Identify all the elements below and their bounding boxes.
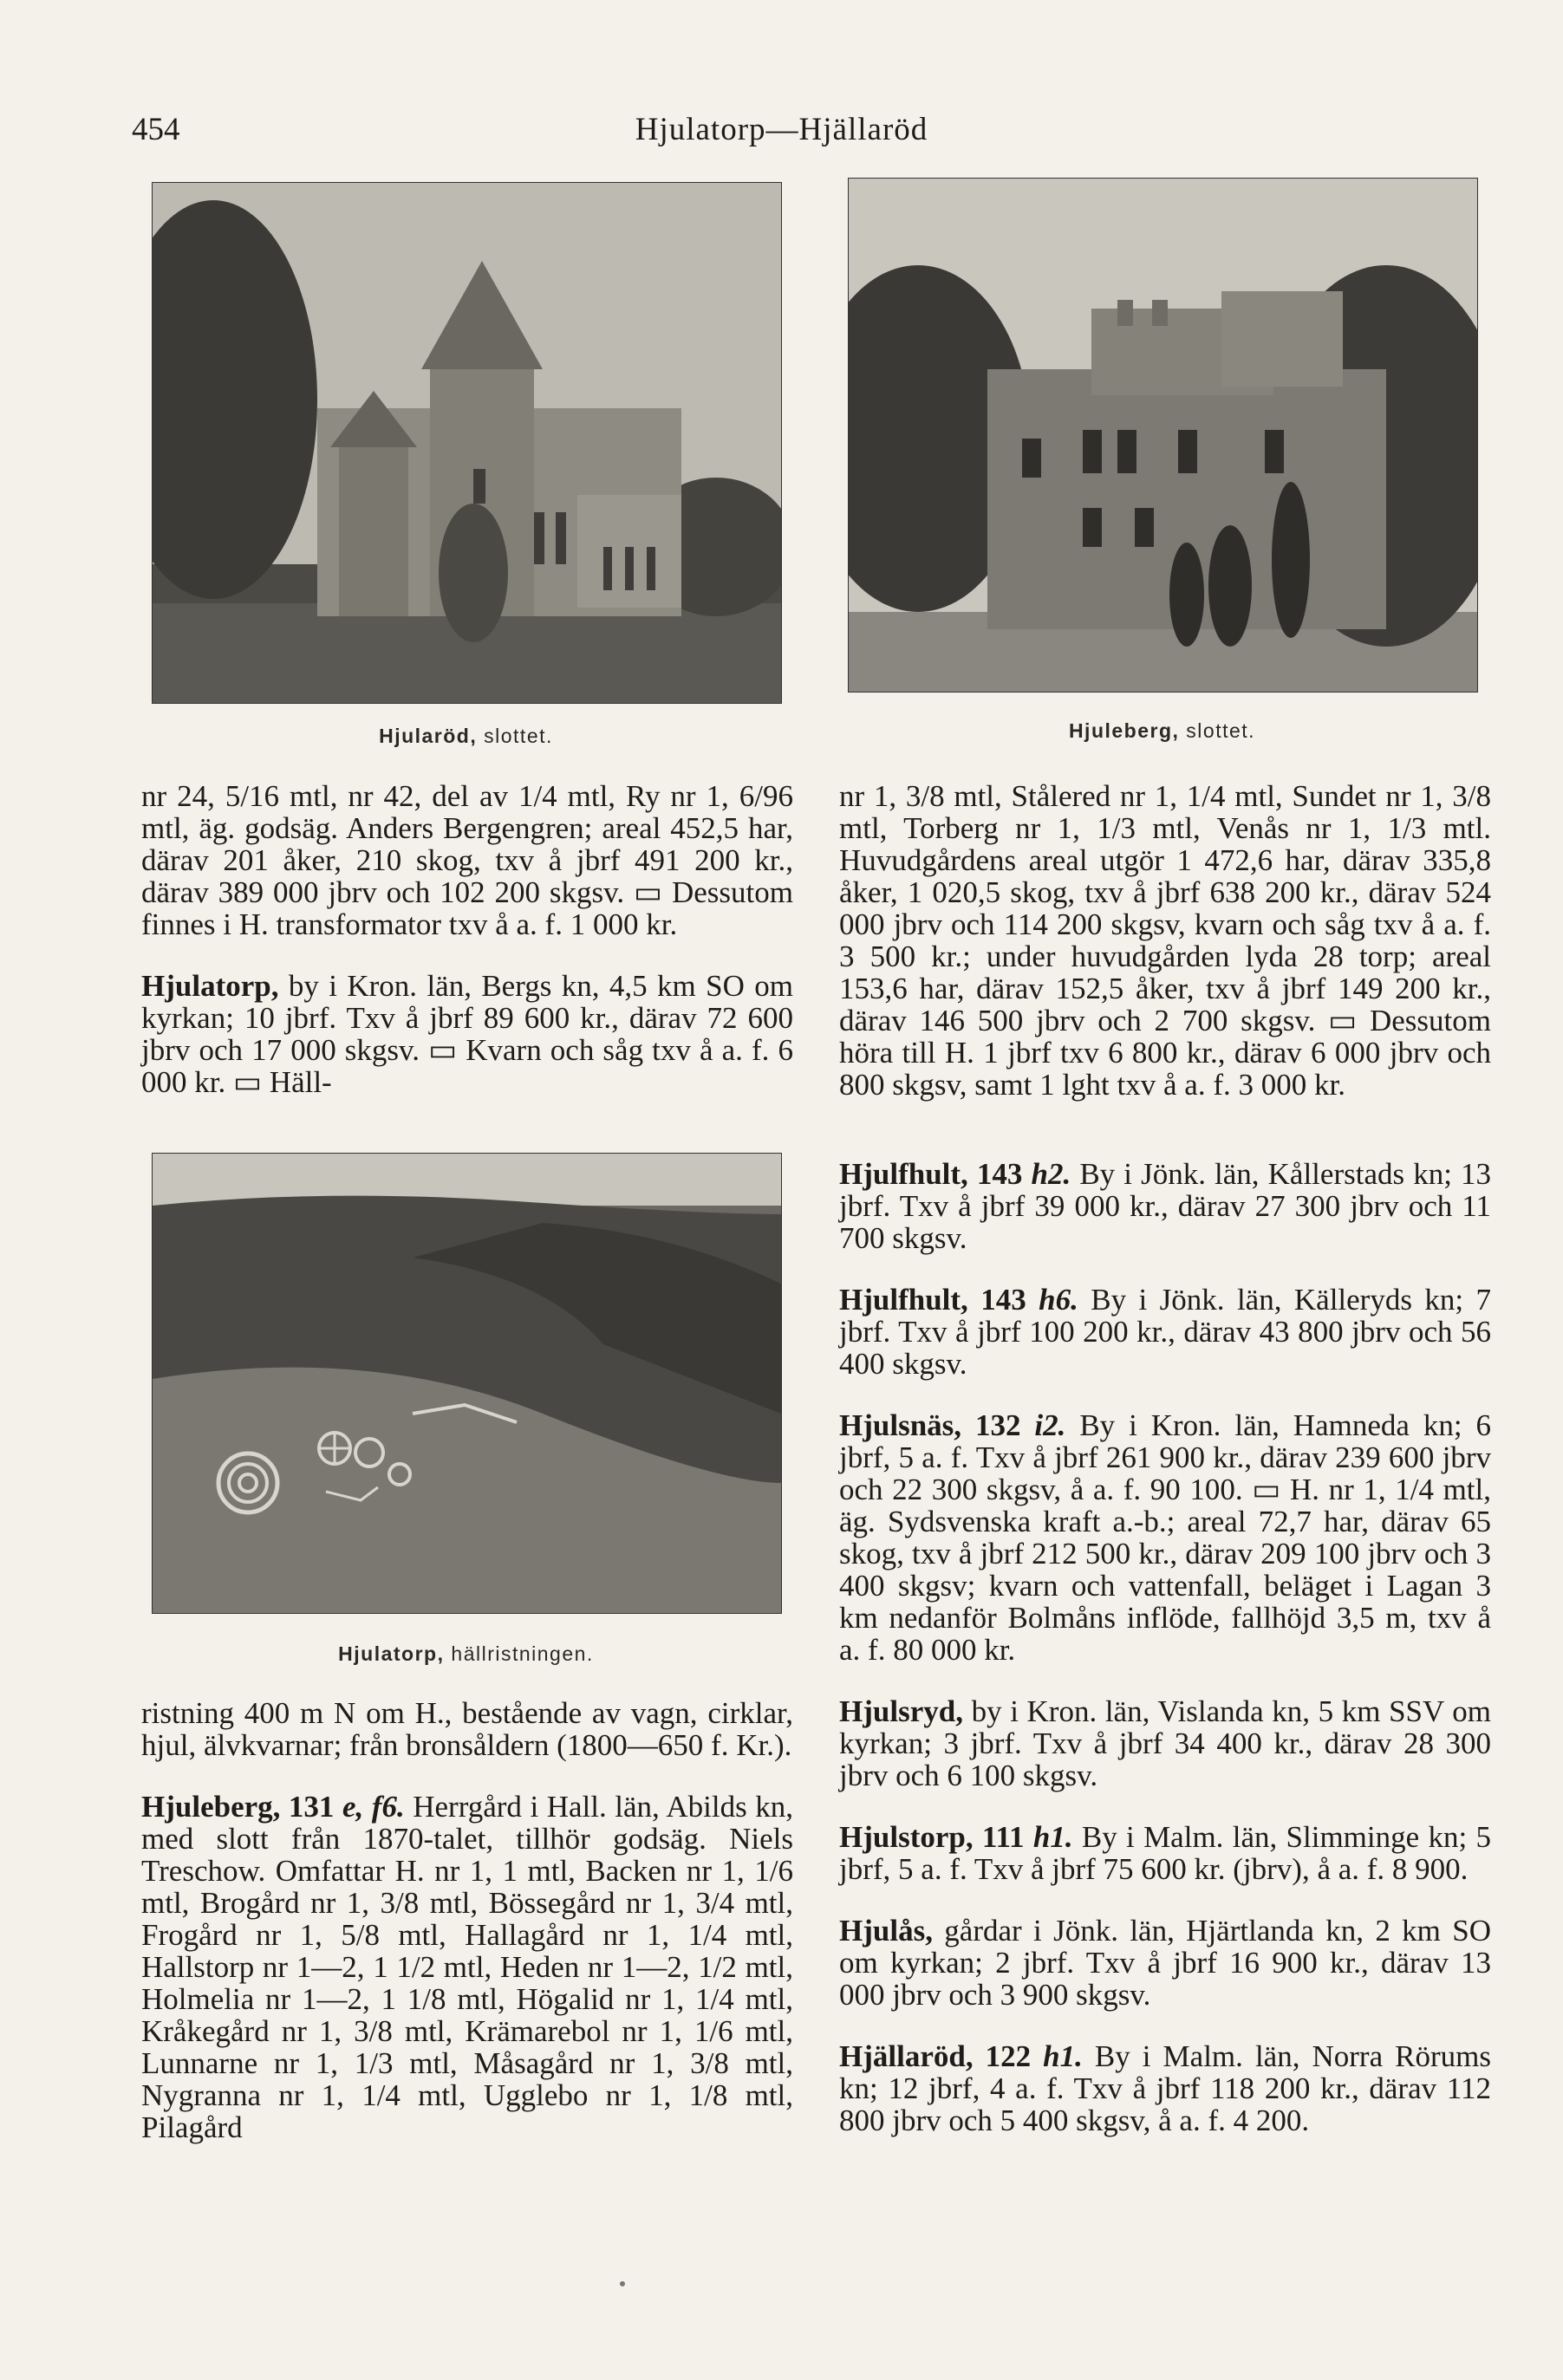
entry-headword: Hjällaröd,	[839, 2039, 974, 2073]
hjulatorp-caption-bold: Hjulatorp,	[338, 1642, 445, 1665]
entry-hjallarod	[839, 2040, 1491, 2136]
entry-map-number: 131	[280, 1790, 342, 1824]
entry-hjulsnas	[839, 1409, 1491, 1666]
entry-hjulfhult-1	[839, 1158, 1491, 1254]
entry-hjulstorp	[839, 1821, 1491, 1885]
hjulatorp-photo	[152, 1153, 782, 1614]
left-column-upper	[141, 780, 793, 1098]
hjularod-photo	[152, 182, 782, 704]
entry-map-ref: i2.	[1034, 1408, 1066, 1442]
entry-headword: Hjulfhult,	[839, 1157, 968, 1191]
hjuleberg-photo	[848, 178, 1478, 693]
entry-text: By i Jönk. län, Kållerstads kn; 13 jbrf. Txv å jbrf 39 000 kr., därav 27 300 jbrv och 11 700 skgsv.	[839, 1157, 1492, 1255]
entry-map-number: 143	[967, 1157, 1032, 1191]
entry-headword: Hjulatorp,	[141, 969, 279, 1003]
entry-hjuleberg	[141, 1791, 793, 2143]
entry-map-ref: h6.	[1039, 1283, 1078, 1317]
hjuleberg-caption-rest: slottet.	[1179, 719, 1256, 742]
entry-text: By i Malm. län, Slimminge kn; 5 jbrf, 5 a. f. Txv å jbrf 75 600 kr. (jbrv), å a. f. 8 900.	[839, 1820, 1491, 1886]
hjuleberg-caption-bold: Hjuleberg,	[1068, 719, 1180, 742]
hjulatorp-caption-rest: hällristningen.	[444, 1642, 594, 1665]
entry-map-number: 132	[961, 1408, 1035, 1442]
entry-hjulfhult-2	[839, 1284, 1491, 1380]
hjulatorp-caption	[152, 1642, 780, 1666]
hjuleberg-caption	[848, 719, 1476, 743]
left-para-continuation: nr 24, 5/16 mtl, nr 42, del av 1/4 mtl, Ry nr 1, 6/96 mtl, äg. godsäg. Anders Bergengren; areal 452,5 har, därav 201 åker, 210 skog, txv å jbrf 491 200 kr., därav 389 000 jbrv och 102 200 skgsv. ▭ Dessutom finnes i H. transformator txv å a. f. 1 000 kr.	[141, 779, 793, 941]
entry-text: By i Jönk. län, Källeryds kn; 7 jbrf. Txv å jbrf 100 200 kr., därav 43 800 jbrv och 56 400 skgsv.	[839, 1283, 1492, 1381]
entry-map-ref: h2.	[1031, 1157, 1071, 1191]
hjularod-caption-rest: slottet.	[477, 725, 553, 747]
right-para-continuation: nr 1, 3/8 mtl, Stålered nr 1, 1/4 mtl, Sundet nr 1, 3/8 mtl, Torberg nr 1, 1/3 mtl, Venås nr 1, 1/3 mtl. Huvudgårdens areal utgör 1 472,6 har, därav 335,8 åker, 1 020,5 skog, txv å jbrf 638 200 kr., därav 524 000 jbrv och 114 200 skgsv, kvarn och såg txv å a. f. 3 500 kr.; under huvudgården lyda 28 torp; areal 153,6 har, därav 152,5 åker, txv å jbrf 149 200 kr., därav 146 500 jbrv och 2 700 skgsv. ▭ Dessutom höra till H. 1 jbrf txv 6 800 kr., därav 6 000 jbrv och 800 skgsv, samt 1 lght txv å a. f. 3 000 kr.	[839, 779, 1491, 1102]
page-speck	[620, 2281, 625, 2286]
hjularod-caption	[152, 725, 780, 748]
entry-headword: Hjulstorp,	[839, 1820, 974, 1854]
left-para-hallristning: ristning 400 m N om H., bestående av vagn, cirklar, hjul, älvkvarnar; från bronsåldern (1800—650 f. Kr.).	[141, 1696, 793, 1762]
entry-text: By i Kron. län, Hamneda kn; 6 jbrf, 5 a. f. Txv å jbrf 261 900 kr., därav 239 600 jbrv och 22 300 skgsv, å a. f. 90 100. ▭ H. nr 1, 1/4 mtl, äg. Sydsvenska kraft a.-b.; areal 72,7 har, därav 65 skog, txv å jbrf 212 500 kr., därav 209 100 jbrv och 3 400 skgsv; kvarn och vattenfall, beläget i Lagan 3 km nedanför Bolmåns inflöde, fallhöjd 3,5 m, txv å a. f. 80 000 kr.	[839, 1408, 1492, 1667]
entry-map-number: 143	[967, 1283, 1039, 1317]
entry-map-number: 111	[973, 1820, 1033, 1854]
entry-text: gårdar i Jönk. län, Hjärtlanda kn, 2 km SO om kyrkan; 2 jbrf. Txv å jbrf 16 900 kr., därav 13 000 jbrv och 3 900 skgsv.	[839, 1914, 1491, 2012]
entry-map-number: 122	[973, 2039, 1044, 2073]
entry-headword: Hjuleberg,	[141, 1790, 281, 1824]
entry-text: by i Kron. län, Bergs kn, 4,5 km SO om kyrkan; 10 jbrf. Txv å jbrf 89 600 kr., därav 72 600 jbrv och 17 000 skgsv. ▭ Kvarn och såg txv å a. f. 6 000 kr. ▭ Häll-	[141, 969, 793, 1099]
entry-map-ref: h1.	[1032, 1820, 1073, 1854]
entry-text: By i Malm. län, Norra Rörums kn; 12 jbrf, 4 a. f. Txv å jbrf 118 200 kr., därav 112 800 jbrv och 5 400 skgsv, å a. f. 4 200.	[839, 2039, 1491, 2137]
entry-hjulas	[839, 1915, 1491, 2011]
entry-hjulsryd	[839, 1695, 1491, 1792]
entry-map-ref: e, f6.	[342, 1790, 405, 1824]
right-column	[839, 780, 1491, 2136]
entry-hjulatorp	[141, 970, 793, 1098]
entry-text: Herrgård i Hall. län, Abilds kn, med slott från 1870-talet, tillhör godsäg. Niels Treschow. Omfattar H. nr 1, 1 mtl, Backen nr 1, 1/6 mtl, Brogård nr 1, 3/8 mtl, Bössegård nr 1, 3/4 mtl, Frogård nr 1, 5/8 mtl, Hallagård nr 1, 1/4 mtl, Hallstorp nr 1—2, 1 1/2 mtl, Heden nr 1—2, 1/2 mtl, Holmelia nr 1—2, 1 1/8 mtl, Högalid nr 1, 1/4 mtl, Kråkegård nr 1, 3/8 mtl, Krämarebol nr 1, 1/6 mtl, Lunnarne nr 1, 1/3 mtl, Måsagård nr 1, 3/8 mtl, Nygranna nr 1, 1/4 mtl, Ugglebo nr 1, 1/8 mtl, Pilagård	[141, 1790, 793, 2144]
entry-headword: Hjulsryd,	[839, 1694, 963, 1728]
hjularod-caption-bold: Hjularöd,	[379, 725, 478, 747]
entry-map-ref: h1.	[1043, 2039, 1083, 2073]
entry-text: by i Kron. län, Vislanda kn, 5 km SSV om kyrkan; 3 jbrf. Txv å jbrf 34 400 kr., därav 28 300 jbrv och 6 100 skgsv.	[839, 1694, 1491, 1792]
entry-headword: Hjulsnäs,	[839, 1408, 962, 1442]
entry-headword: Hjulfhult,	[839, 1283, 968, 1317]
page-number: 454	[132, 112, 180, 147]
left-column-lower	[141, 1697, 793, 2143]
running-head: Hjulatorp—Hjällaröd	[635, 112, 928, 147]
entry-headword: Hjulås,	[839, 1914, 933, 1948]
